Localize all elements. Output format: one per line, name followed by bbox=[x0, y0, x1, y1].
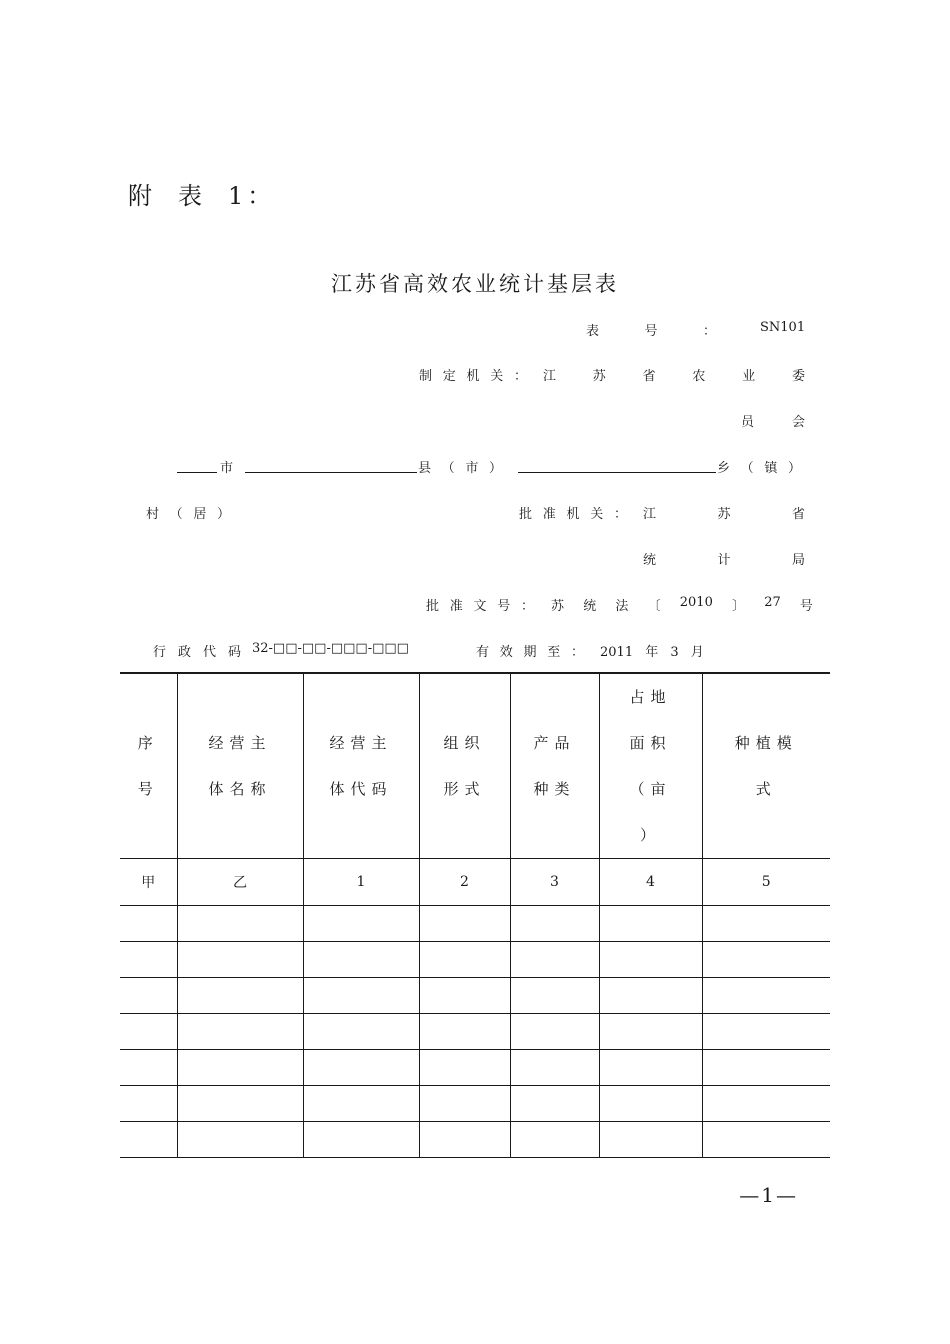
label-glyph: 苏 bbox=[592, 369, 606, 384]
table-cell[interactable] bbox=[177, 906, 303, 942]
label-glyph: 准 bbox=[449, 599, 463, 614]
table-cell[interactable] bbox=[419, 978, 510, 1014]
table-cell[interactable] bbox=[120, 1086, 177, 1122]
table-cell[interactable] bbox=[303, 1086, 419, 1122]
index-cell: 2 bbox=[419, 859, 510, 906]
table-cell[interactable] bbox=[177, 942, 303, 978]
label-glyph: 号 bbox=[644, 324, 658, 339]
table-cell[interactable] bbox=[510, 1086, 599, 1122]
appendix-part: 表 bbox=[178, 182, 206, 210]
column-header-line: 组织 bbox=[443, 734, 486, 752]
label-glyph: 农 bbox=[692, 369, 706, 384]
column-header-line: 种植模 bbox=[734, 734, 798, 752]
column-header-line: 经营主 bbox=[329, 734, 393, 752]
table-row bbox=[120, 1086, 830, 1122]
approval-doc-value bbox=[551, 595, 813, 614]
column-header-line: 序 bbox=[137, 734, 159, 752]
table-cell[interactable] bbox=[120, 978, 177, 1014]
column-header bbox=[303, 673, 419, 859]
label-glyph: 关 bbox=[590, 507, 604, 522]
label-glyph: 定 bbox=[442, 369, 456, 384]
index-cell: 1 bbox=[303, 859, 419, 906]
label-glyph: 批 bbox=[519, 507, 533, 522]
table-cell[interactable] bbox=[419, 1014, 510, 1050]
label-glyph: 有 bbox=[476, 645, 490, 660]
form-no-value: SN101 bbox=[760, 320, 806, 335]
table-cell[interactable] bbox=[419, 1122, 510, 1158]
index-cell: 4 bbox=[599, 859, 702, 906]
table-cell[interactable] bbox=[177, 1050, 303, 1086]
label-glyph: 代 bbox=[202, 645, 216, 660]
appendix-part: 1： bbox=[228, 182, 276, 210]
admin-code-value: 32-□□-□□-□□□-□□□ bbox=[252, 641, 409, 656]
label-glyph: 统 bbox=[643, 553, 657, 568]
label-glyph: 文 bbox=[473, 599, 487, 614]
table-cell[interactable] bbox=[120, 906, 177, 942]
table-cell[interactable] bbox=[419, 906, 510, 942]
table-cell[interactable] bbox=[702, 1086, 830, 1122]
label-glyph: 〔 bbox=[647, 599, 661, 614]
table-cell[interactable] bbox=[702, 1050, 830, 1086]
index-cell: 3 bbox=[510, 859, 599, 906]
county-blank[interactable] bbox=[245, 458, 417, 473]
maker-value-line1 bbox=[543, 365, 805, 384]
valid-value: 2011 年 3 月 bbox=[600, 645, 704, 660]
column-header-line: 体代码 bbox=[329, 780, 393, 798]
table-cell[interactable] bbox=[702, 906, 830, 942]
label-glyph: 机 bbox=[466, 369, 480, 384]
appendix-label bbox=[128, 176, 297, 211]
table-cell[interactable] bbox=[177, 978, 303, 1014]
maker-label bbox=[419, 365, 527, 384]
column-header bbox=[702, 673, 830, 859]
column-header-line: 形式 bbox=[443, 780, 486, 798]
approver-label bbox=[519, 503, 627, 522]
page-number: —1— bbox=[739, 1183, 798, 1207]
label-glyph: 苏 bbox=[551, 599, 565, 614]
label-glyph: 苏 bbox=[717, 507, 731, 522]
label-glyph: 政 bbox=[177, 645, 191, 660]
label-glyph: 法 bbox=[615, 599, 629, 614]
table-cell[interactable] bbox=[510, 1050, 599, 1086]
table-cell[interactable] bbox=[510, 906, 599, 942]
column-header bbox=[419, 673, 510, 859]
label-glyph: 号 bbox=[497, 599, 511, 614]
table-header-row bbox=[120, 673, 830, 859]
table-row bbox=[120, 1122, 830, 1158]
table-cell[interactable] bbox=[303, 1014, 419, 1050]
label-glyph: 计 bbox=[717, 553, 731, 568]
label-glyph: ） bbox=[787, 461, 801, 476]
table-index-row bbox=[120, 859, 830, 906]
label-glyph: 2010 bbox=[679, 595, 713, 610]
label-glyph: 局 bbox=[791, 553, 805, 568]
table-cell[interactable] bbox=[510, 1122, 599, 1158]
table-row bbox=[120, 978, 830, 1014]
label-glyph: 〕 bbox=[732, 599, 746, 614]
table-cell[interactable] bbox=[599, 942, 702, 978]
table-cell[interactable] bbox=[510, 942, 599, 978]
label-glyph: 员 bbox=[741, 415, 755, 430]
label-glyph: ： bbox=[513, 369, 527, 384]
table-cell[interactable] bbox=[510, 1014, 599, 1050]
column-header bbox=[177, 673, 303, 859]
statistics-table bbox=[120, 672, 830, 1158]
label-glyph: 江 bbox=[543, 369, 557, 384]
column-header-line: 面积 bbox=[629, 734, 672, 752]
town-blank[interactable] bbox=[518, 458, 716, 473]
column-header-line: 式 bbox=[755, 780, 777, 798]
label-glyph: ： bbox=[520, 599, 534, 614]
table-cell[interactable] bbox=[120, 1050, 177, 1086]
label-glyph: 号 bbox=[799, 599, 813, 614]
city-blank[interactable] bbox=[177, 458, 217, 473]
admin-code-label bbox=[153, 641, 241, 660]
table-cell[interactable] bbox=[702, 1122, 830, 1158]
label-glyph: 江 bbox=[643, 507, 657, 522]
label-glyph: （ bbox=[441, 461, 455, 476]
approval-doc-label bbox=[426, 595, 534, 614]
label-glyph: 村 bbox=[146, 507, 160, 522]
table-row bbox=[120, 1050, 830, 1086]
town-label bbox=[717, 457, 801, 476]
county-label bbox=[418, 457, 502, 476]
label-glyph: 至 bbox=[547, 645, 561, 660]
column-header-line: 体名称 bbox=[208, 780, 272, 798]
column-header bbox=[510, 673, 599, 859]
page-title: 江苏省高效农业统计基层表 bbox=[331, 272, 619, 296]
table-cell[interactable] bbox=[702, 1014, 830, 1050]
approver-value-line2 bbox=[643, 549, 805, 568]
label-glyph: 期 bbox=[523, 645, 537, 660]
table-cell[interactable] bbox=[303, 978, 419, 1014]
table-cell[interactable] bbox=[702, 978, 830, 1014]
label-glyph: 委 bbox=[791, 369, 805, 384]
table-cell[interactable] bbox=[120, 1122, 177, 1158]
table-cell[interactable] bbox=[120, 942, 177, 978]
table-cell[interactable] bbox=[599, 1050, 702, 1086]
table-cell[interactable] bbox=[419, 1086, 510, 1122]
label-glyph: ： bbox=[570, 645, 584, 660]
label-glyph: 业 bbox=[742, 369, 756, 384]
label-glyph: 关 bbox=[490, 369, 504, 384]
label-glyph: 制 bbox=[419, 369, 433, 384]
column-header-line: 号 bbox=[137, 780, 159, 798]
table-cell[interactable] bbox=[177, 1086, 303, 1122]
label-glyph: ： bbox=[613, 507, 627, 522]
label-glyph: 行 bbox=[153, 645, 167, 660]
label-glyph: ： bbox=[702, 324, 716, 339]
label-glyph: 居 bbox=[193, 507, 207, 522]
index-cell: 乙 bbox=[177, 859, 303, 906]
table-cell[interactable] bbox=[419, 942, 510, 978]
column-header-line: 产品 bbox=[533, 734, 576, 752]
column-header-line: 占地 bbox=[629, 688, 672, 706]
table-cell[interactable] bbox=[303, 906, 419, 942]
table-cell[interactable] bbox=[303, 942, 419, 978]
column-header-line: （亩 bbox=[629, 780, 672, 798]
table-cell[interactable] bbox=[177, 1014, 303, 1050]
label-glyph: 批 bbox=[426, 599, 440, 614]
column-header-line: 经营主 bbox=[208, 734, 272, 752]
label-glyph: 县 bbox=[418, 461, 432, 476]
table-cell[interactable] bbox=[599, 978, 702, 1014]
label-glyph: 乡 bbox=[717, 461, 731, 476]
form-no-label bbox=[586, 320, 716, 339]
table-cell[interactable] bbox=[702, 942, 830, 978]
label-glyph: 统 bbox=[583, 599, 597, 614]
table-cell[interactable] bbox=[510, 978, 599, 1014]
index-cell: 5 bbox=[702, 859, 830, 906]
table-cell[interactable] bbox=[419, 1050, 510, 1086]
label-glyph: ） bbox=[216, 507, 230, 522]
table-row bbox=[120, 1014, 830, 1050]
table-cell[interactable] bbox=[599, 906, 702, 942]
table-cell[interactable] bbox=[599, 1086, 702, 1122]
column-header-line: 种类 bbox=[533, 780, 576, 798]
table-cell[interactable] bbox=[303, 1050, 419, 1086]
table-cell[interactable] bbox=[177, 1122, 303, 1158]
label-glyph: （ bbox=[169, 507, 183, 522]
column-header-line: ） bbox=[639, 826, 661, 844]
approver-value-line1 bbox=[643, 503, 805, 522]
city-label: 市 bbox=[220, 461, 234, 476]
table-cell[interactable] bbox=[120, 1014, 177, 1050]
label-glyph: 会 bbox=[791, 415, 805, 430]
maker-value-line2 bbox=[741, 411, 805, 430]
valid-label bbox=[476, 641, 584, 660]
label-glyph: 效 bbox=[499, 645, 513, 660]
label-glyph: 市 bbox=[465, 461, 479, 476]
column-header bbox=[599, 673, 702, 859]
label-glyph: ） bbox=[488, 461, 502, 476]
label-glyph: 省 bbox=[642, 369, 656, 384]
column-header bbox=[120, 673, 177, 859]
table-cell[interactable] bbox=[303, 1122, 419, 1158]
table-cell[interactable] bbox=[599, 1014, 702, 1050]
label-glyph: 机 bbox=[566, 507, 580, 522]
label-glyph: 准 bbox=[542, 507, 556, 522]
table-cell[interactable] bbox=[599, 1122, 702, 1158]
appendix-part: 附 bbox=[128, 182, 156, 210]
table-row bbox=[120, 942, 830, 978]
label-glyph: （ bbox=[740, 461, 754, 476]
label-glyph: 省 bbox=[791, 507, 805, 522]
label-glyph: 27 bbox=[764, 595, 781, 610]
label-glyph: 码 bbox=[227, 645, 241, 660]
label-glyph: 表 bbox=[586, 324, 600, 339]
index-cell: 甲 bbox=[120, 859, 177, 906]
table-row bbox=[120, 906, 830, 942]
label-glyph: 镇 bbox=[764, 461, 778, 476]
village-label bbox=[146, 503, 230, 522]
